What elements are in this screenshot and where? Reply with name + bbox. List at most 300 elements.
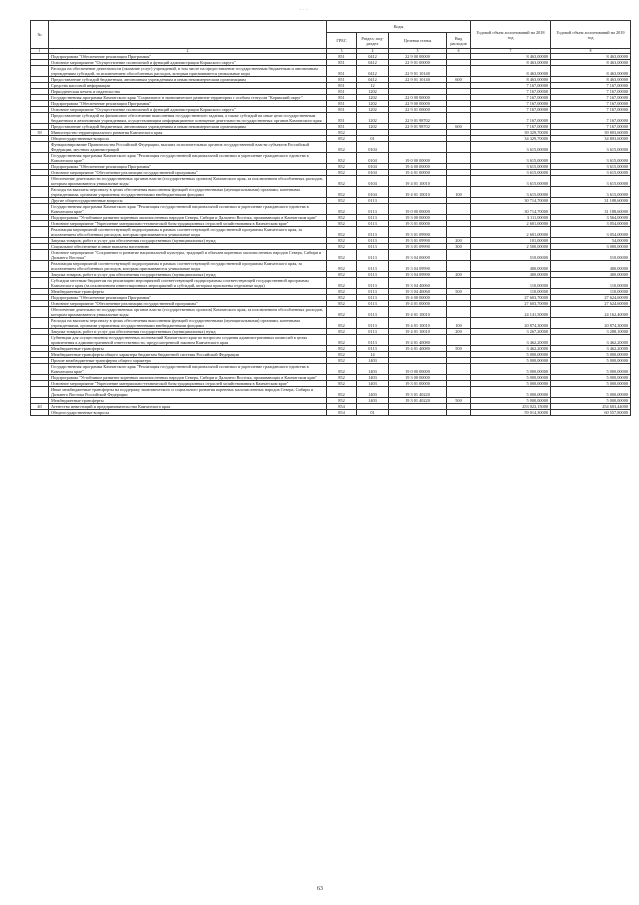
- row-target-article: 19 3 01 40220: [389, 398, 447, 404]
- row-amount-2019: 5 000,00000: [551, 381, 631, 387]
- row-amount-2019: 5 000,00000: [551, 375, 631, 381]
- row-target-article: 19 3 04 00000: [389, 250, 447, 261]
- row-grbs: 852: [327, 318, 357, 329]
- row-grbs: 852: [327, 387, 357, 398]
- row-expense-type: 100: [447, 187, 471, 198]
- row-name: Социальное обеспечение и иные выплаты населению: [49, 244, 327, 250]
- row-amount-2018: 5 000,00000: [471, 352, 551, 358]
- row-razdel: 0104: [357, 176, 389, 187]
- row-name: Субвенции для осуществления государственных полномочий Камчатского края по вопросам создания административных комиссий в целях привлечения к административной ответственности, предусмотренной законом Камчатского края: [49, 335, 327, 346]
- row-razdel: 0113: [357, 250, 389, 261]
- row-amount-2019: 7 167,00000: [551, 83, 631, 89]
- row-name: Предоставление субсидий на финансовое обеспечение выполнения государственного задания, а также субсидий на иные цели государственным бюджетным и автономным учреждениям, осуществляющим информационное освещение деятельности государственных органов Камчатского края: [49, 113, 327, 124]
- row-target-article: [389, 142, 447, 153]
- row-amount-2018: 5 000,00000: [471, 387, 551, 398]
- row-amount-2018: 3 462,20000: [471, 346, 551, 352]
- col-num: 7: [471, 49, 551, 54]
- row-amount-2018: 39 329,70000: [471, 130, 551, 136]
- row-amount-2018: 253 023,15000: [471, 404, 551, 410]
- row-amount-2018: 7 167,00000: [471, 107, 551, 113]
- row-target-article: 19 3 04 09990: [389, 272, 447, 278]
- row-amount-2018: 3 111,00000: [471, 215, 551, 221]
- row-name: Подпрограмма "Обеспечение реализации Программы": [49, 54, 327, 60]
- table-row: [31, 364, 631, 375]
- row-amount-2019: 5 000,00000: [551, 387, 631, 398]
- row-expense-type: 600: [447, 77, 471, 83]
- row-target-article: 22 9 00 00000: [389, 101, 447, 107]
- row-number: [31, 66, 49, 77]
- row-amount-2019: 31 188,60000: [551, 198, 631, 204]
- row-target-article: 19 3 00 00000: [389, 215, 447, 221]
- row-amount-2018: 101,00000: [471, 238, 551, 244]
- row-amount-2018: 8 463,00000: [471, 54, 551, 60]
- row-target-article: 19 3 04 40060: [389, 289, 447, 295]
- row-number: [31, 113, 49, 124]
- table-row: [31, 318, 631, 329]
- col-num: 6: [447, 49, 471, 54]
- row-amount-2019: 8 463,00000: [551, 60, 631, 66]
- row-name: Иные межбюджетные трансферты на поддержку экономического и социального развития коренных малочисленных народов Севера, Сибири и Дальнего Востока Российской Федерации: [49, 387, 327, 398]
- row-amount-2018: 7 167,00000: [471, 83, 551, 89]
- row-expense-type: [447, 204, 471, 215]
- row-razdel: 0113: [357, 289, 389, 295]
- row-amount-2019: 7 167,00000: [551, 101, 631, 107]
- header-cs: Целевая статья: [389, 33, 447, 49]
- row-expense-type: [447, 410, 471, 416]
- table-row: [31, 250, 631, 261]
- row-amount-2019: 31 188,60000: [551, 204, 631, 215]
- row-target-article: 22 9 01 00000: [389, 107, 447, 113]
- row-expense-type: 500: [447, 289, 471, 295]
- row-grbs: 852: [327, 346, 357, 352]
- row-target-article: 19 3 01 40220: [389, 387, 447, 398]
- table-row: [31, 142, 631, 153]
- row-grbs: 851: [327, 89, 357, 95]
- row-razdel: 0113: [357, 221, 389, 227]
- row-name: Расходы на выплаты персоналу в целях обеспечения выполнения функций государственными (муниципальными) органами, казенными учреждениями, органами управления государственными внебюджетными фондами: [49, 318, 327, 329]
- row-expense-type: [447, 250, 471, 261]
- row-target-article: 19 4 01 10010: [389, 318, 447, 329]
- row-expense-type: [447, 335, 471, 346]
- row-target-article: 19 4 01 00000: [389, 170, 447, 176]
- row-expense-type: 100: [447, 318, 471, 329]
- row-razdel: 0113: [357, 301, 389, 307]
- row-name: Министерство территориального развития Камчатского края: [49, 130, 327, 136]
- row-name: Основное мероприятие "Обеспечение реализации государственной программы": [49, 301, 327, 307]
- row-razdel: 0113: [357, 227, 389, 238]
- row-amount-2019: 8 463,00000: [551, 66, 631, 77]
- row-amount-2018: 2 500,00000: [471, 244, 551, 250]
- row-target-article: 19 4 00 00000: [389, 164, 447, 170]
- row-razdel: 0113: [357, 215, 389, 221]
- row-expense-type: [447, 261, 471, 272]
- scan-mark: - · -: [300, 8, 308, 13]
- row-amount-2018: 5 000,00000: [471, 398, 551, 404]
- row-amount-2018: 34 329,70000: [471, 136, 551, 142]
- header-razdel: Раздел, под-раздел: [357, 33, 389, 49]
- row-amount-2019: 8 463,00000: [551, 54, 631, 60]
- row-razdel: 1403: [357, 375, 389, 381]
- row-razdel: 01: [357, 136, 389, 142]
- row-amount-2019: 510,00000: [551, 250, 631, 261]
- row-target-article: 19 4 01 10010: [389, 307, 447, 318]
- col-num: 3: [327, 49, 357, 54]
- row-amount-2019: 8 463,00000: [551, 77, 631, 83]
- row-target-article: 19 4 01 10010: [389, 187, 447, 198]
- row-expense-type: 200: [447, 329, 471, 335]
- row-grbs: 852: [327, 130, 357, 136]
- row-number: [31, 153, 49, 164]
- row-target-article: 22 9 01 98702: [389, 124, 447, 130]
- row-razdel: 0113: [357, 238, 389, 244]
- row-amount-2018: 7 167,00000: [471, 113, 551, 124]
- row-name: Государственная программа Камчатского края "Социальное и экономическое развитие территории с особым статусом "Корякский округ": [49, 95, 327, 101]
- row-amount-2018: 59 014,30000: [471, 410, 551, 416]
- header-year-2018: Годовой объем ассигнований на 2018 год: [471, 21, 551, 49]
- row-name: Подпрограмма "Обеспечение реализации Программы": [49, 164, 327, 170]
- row-amount-2019: 3 615,00000: [551, 164, 631, 170]
- row-grbs: 852: [327, 358, 357, 364]
- row-name: Закупка товаров, работ и услуг для обеспечения государственных (муниципальных) нужд: [49, 272, 327, 278]
- row-amount-2019: 54,00000: [551, 238, 631, 244]
- row-grbs: 852: [327, 136, 357, 142]
- row-grbs: 852: [327, 250, 357, 261]
- row-expense-type: 200: [447, 272, 471, 278]
- row-razdel: 0113: [357, 244, 389, 250]
- col-num: 8: [551, 49, 631, 54]
- row-amount-2019: 3 462,20000: [551, 335, 631, 346]
- row-amount-2018: 30 714,70000: [471, 204, 551, 215]
- header-name: [49, 21, 327, 49]
- row-razdel: 0104: [357, 187, 389, 198]
- row-amount-2019: 400,00000: [551, 272, 631, 278]
- row-grbs: 852: [327, 176, 357, 187]
- row-razdel: 0104: [357, 153, 389, 164]
- row-expense-type: 500: [447, 398, 471, 404]
- row-expense-type: 500: [447, 346, 471, 352]
- table-row: [31, 113, 631, 124]
- row-target-article: 19 3 01 09990: [389, 227, 447, 238]
- row-number: [31, 142, 49, 153]
- row-amount-2019: 7 167,00000: [551, 89, 631, 95]
- row-amount-2018: 5 000,00000: [471, 381, 551, 387]
- row-amount-2018: 30 714,70000: [471, 198, 551, 204]
- row-amount-2018: 510,00000: [471, 250, 551, 261]
- row-number: [31, 410, 49, 416]
- row-grbs: 854: [327, 404, 357, 410]
- table-row: [31, 335, 631, 346]
- row-name: Межбюджетные трансферты: [49, 346, 327, 352]
- row-grbs: 852: [327, 142, 357, 153]
- row-grbs: 852: [327, 398, 357, 404]
- row-razdel: 1202: [357, 95, 389, 101]
- row-expense-type: [447, 227, 471, 238]
- row-amount-2019: 3 615,00000: [551, 176, 631, 187]
- header-grbs: ГРБС: [327, 33, 357, 49]
- row-target-article: 19 4 00 00000: [389, 295, 447, 301]
- row-target-article: 19 4 01 10010: [389, 176, 447, 187]
- row-amount-2018: 7 167,00000: [471, 101, 551, 107]
- row-expense-type: [447, 307, 471, 318]
- row-name: Другие общегосударственные вопросы: [49, 198, 327, 204]
- row-amount-2018: 3 615,00000: [471, 187, 551, 198]
- row-target-article: 19 3 01 00000: [389, 221, 447, 227]
- row-expense-type: 600: [447, 124, 471, 130]
- row-razdel: 0104: [357, 170, 389, 176]
- budget-table: [30, 20, 631, 416]
- row-name: Основное мероприятие "Сохранение и развитие национальной культуры, традиций и обычаев коренных малочисленных народов Севера, Сибири и Дальнего Востока": [49, 250, 327, 261]
- header-vr: Вид расходов: [447, 33, 471, 49]
- row-name: Предоставление субсидий бюджетным, автономным учреждениям и иным некоммерческим организациям: [49, 124, 327, 130]
- page-number: 63: [317, 886, 323, 892]
- row-razdel: 14: [357, 352, 389, 358]
- col-num: 5: [389, 49, 447, 54]
- row-amount-2019: 5 000,00000: [551, 364, 631, 375]
- row-razdel: 0113: [357, 329, 389, 335]
- table-row: [31, 176, 631, 187]
- row-name: Подпрограмма "Устойчивое развитие коренных малочисленных народов Севера, Сибири и Дальнего Востока, проживающих в Камчатском крае": [49, 215, 327, 221]
- row-target-article: 19 4 01 10010: [389, 329, 447, 335]
- row-amount-2019: 3 054,00000: [551, 227, 631, 238]
- row-amount-2019: 3 615,00000: [551, 153, 631, 164]
- row-grbs: 851: [327, 60, 357, 66]
- table-row: [31, 153, 631, 164]
- row-name: Обеспечение деятельности государственных органов власти (государственных органов) Камчатского края, за исключением обособленных расходов, которым присваиваются уникальные коды: [49, 307, 327, 318]
- row-name: Государственная программа Камчатского края "Реализация государственной национальной политики и укрепление гражданского единства в Камчатском крае": [49, 153, 327, 164]
- row-amount-2019: 3 462,20000: [551, 346, 631, 352]
- row-amount-2019: 3 564,00000: [551, 215, 631, 221]
- row-grbs: 852: [327, 295, 357, 301]
- row-target-article: 19 3 04 09990: [389, 261, 447, 272]
- row-amount-2019: 27 624,60000: [551, 301, 631, 307]
- row-name: Основное мероприятие "Осуществление полномочий и функций администрации Корякского округа": [49, 60, 327, 66]
- row-grbs: 852: [327, 375, 357, 381]
- row-target-article: 19 0 00 00000: [389, 204, 447, 215]
- row-amount-2018: 5 000,00000: [471, 375, 551, 381]
- budget-page: [30, 20, 630, 416]
- row-razdel: 0113: [357, 261, 389, 272]
- row-razdel: 1202: [357, 101, 389, 107]
- row-amount-2019: 3 288,10000: [551, 329, 631, 335]
- row-amount-2019: 7 167,00000: [551, 113, 631, 124]
- row-amount-2018: 8 463,00000: [471, 66, 551, 77]
- row-grbs: 852: [327, 221, 357, 227]
- row-expense-type: [447, 176, 471, 187]
- row-name: Агентство инвестиций и предпринимательства Камчатского края: [49, 404, 327, 410]
- row-number: [31, 261, 49, 272]
- row-amount-2019: 7 167,00000: [551, 124, 631, 130]
- row-grbs: 852: [327, 335, 357, 346]
- row-amount-2019: 400,00000: [551, 261, 631, 272]
- row-grbs: 852: [327, 238, 357, 244]
- row-target-article: [389, 410, 447, 416]
- row-amount-2018: 3 615,00000: [471, 142, 551, 153]
- row-target-article: 19 4 01 00000: [389, 301, 447, 307]
- row-amount-2018: 20 874,30000: [471, 318, 551, 329]
- row-amount-2019: 34 803,60000: [551, 136, 631, 142]
- row-razdel: 0113: [357, 307, 389, 318]
- row-amount-2018: 7 167,00000: [471, 95, 551, 101]
- row-number: [31, 307, 49, 318]
- row-razdel: 12: [357, 83, 389, 89]
- row-target-article: 19 4 01 40080: [389, 346, 447, 352]
- row-grbs: 851: [327, 54, 357, 60]
- row-amount-2018: 7 167,00000: [471, 124, 551, 130]
- row-amount-2019: 3 615,00000: [551, 142, 631, 153]
- row-grbs: 852: [327, 272, 357, 278]
- row-number: [31, 176, 49, 187]
- row-grbs: 852: [327, 164, 357, 170]
- header-no: №: [31, 21, 49, 49]
- row-amount-2019: 254 603,44000: [551, 404, 631, 410]
- row-razdel: 0412: [357, 66, 389, 77]
- row-name: Основное мероприятие "Обеспечение реализации государственной программы": [49, 170, 327, 176]
- row-grbs: 852: [327, 187, 357, 198]
- row-name: Основное мероприятие "Укрепление материально-технической базы традиционных отраслей хозяйствования в Камчатском крае": [49, 221, 327, 227]
- table-row: [31, 66, 631, 77]
- row-name: Периодическая печать и издательства: [49, 89, 327, 95]
- row-amount-2018: 400,00000: [471, 261, 551, 272]
- row-amount-2019: 110,00000: [551, 278, 631, 289]
- row-number: [31, 318, 49, 329]
- row-amount-2019: 27 624,60000: [551, 295, 631, 301]
- row-target-article: 22 9 01 10140: [389, 66, 447, 77]
- col-num: 1: [31, 49, 49, 54]
- header-codes: Коды: [327, 21, 471, 33]
- row-amount-2019: 3 054,00000: [551, 221, 631, 227]
- row-expense-type: [447, 66, 471, 77]
- row-name: Общегосударственные вопросы: [49, 136, 327, 142]
- row-amount-2019: 5 000,00000: [551, 352, 631, 358]
- row-name: Прочие межбюджетные трансферты общего характера: [49, 358, 327, 364]
- row-number: [31, 204, 49, 215]
- row-expense-type: [447, 387, 471, 398]
- row-grbs: 852: [327, 307, 357, 318]
- row-target-article: 19 3 04 40060: [389, 278, 447, 289]
- row-name: Реализация мероприятий соответствующей подпрограммы в рамках соответствующей государственной программы Камчатского края, за исключением обособленных расходов, которым присваиваются уникальные коды: [49, 261, 327, 272]
- row-number: [31, 187, 49, 198]
- row-number: [31, 387, 49, 398]
- row-grbs: 852: [327, 244, 357, 250]
- row-amount-2019: 7 167,00000: [551, 107, 631, 113]
- row-grbs: 851: [327, 124, 357, 130]
- row-razdel: 1403: [357, 381, 389, 387]
- row-razdel: 0412: [357, 60, 389, 66]
- row-target-article: 19 3 01 00000: [389, 381, 447, 387]
- row-amount-2018: 3 615,00000: [471, 153, 551, 164]
- row-name: Расходы на обеспечение деятельности (оказание услуг) учреждений, в том числе на предоставление государственным бюджетным и автономным учреждениям субсидий, за исключением обособленных расходов, которым присваиваются уникальные коды: [49, 66, 327, 77]
- row-name: Субсидии местным бюджетам на реализацию мероприятий соответствующей подпрограммы соответствующей государственной программы Камчатского края (за исключением инвестиционных мероприятий и субсидий, которым присвоены отдельные коды): [49, 278, 327, 289]
- table-row: [31, 227, 631, 238]
- row-expense-type: 300: [447, 244, 471, 250]
- row-razdel: 1202: [357, 89, 389, 95]
- row-name: Межбюджетные трансферты общего характера бюджетам бюджетной системы Российской Федерации: [49, 352, 327, 358]
- row-amount-2019: 39 803,60000: [551, 130, 631, 136]
- row-grbs: 851: [327, 101, 357, 107]
- row-grbs: 852: [327, 261, 357, 272]
- row-amount-2018: 3 267,20000: [471, 329, 551, 335]
- row-target-article: 22 9 00 00000: [389, 54, 447, 60]
- row-amount-2019: 5 000,00000: [551, 398, 631, 404]
- row-razdel: 0113: [357, 318, 389, 329]
- row-grbs: 851: [327, 83, 357, 89]
- row-expense-type: [447, 142, 471, 153]
- row-target-article: 19 3 01 09990: [389, 238, 447, 244]
- row-amount-2018: 5 000,00000: [471, 358, 551, 364]
- row-name: Государственная программа Камчатского края "Реализация государственной национальной политики и укрепление гражданского единства в Камчатском крае": [49, 364, 327, 375]
- row-name: Подпрограмма "Обеспечение реализации Программы": [49, 101, 327, 107]
- row-grbs: 851: [327, 107, 357, 113]
- row-number: [31, 227, 49, 238]
- row-grbs: 852: [327, 329, 357, 335]
- row-number: [31, 250, 49, 261]
- row-name: Средства массовой информации: [49, 83, 327, 89]
- row-razdel: 1202: [357, 107, 389, 113]
- row-grbs: 851: [327, 95, 357, 101]
- row-razdel: 0113: [357, 204, 389, 215]
- row-razdel: 0113: [357, 272, 389, 278]
- row-name: Реализация мероприятий соответствующей подпрограммы в рамках соответствующей государственной программы Камчатского края, за исключением обособленных расходов, которым присваиваются уникальные коды: [49, 227, 327, 238]
- row-razdel: 1202: [357, 113, 389, 124]
- row-target-article: 19 3 00 00000: [389, 375, 447, 381]
- row-amount-2018: 8 463,00000: [471, 60, 551, 66]
- row-amount-2019: 60 557,80000: [551, 410, 631, 416]
- row-amount-2018: 110,00000: [471, 278, 551, 289]
- row-razdel: 0113: [357, 335, 389, 346]
- row-razdel: 0104: [357, 142, 389, 153]
- row-name: Межбюджетные трансферты: [49, 289, 327, 295]
- row-grbs: 852: [327, 301, 357, 307]
- table-row: [31, 261, 631, 272]
- row-razdel: 0113: [357, 295, 389, 301]
- row-target-article: 19 0 00 00000: [389, 364, 447, 375]
- row-number: [31, 364, 49, 375]
- row-razdel: 01: [357, 410, 389, 416]
- row-target-article: 22 9 01 10140: [389, 77, 447, 83]
- row-grbs: 852: [327, 381, 357, 387]
- row-razdel: 0113: [357, 198, 389, 204]
- row-expense-type: [447, 113, 471, 124]
- row-expense-type: [447, 364, 471, 375]
- row-amount-2019: 3 000,00000: [551, 244, 631, 250]
- row-amount-2018: 7 167,00000: [471, 89, 551, 95]
- table-row: [31, 307, 631, 318]
- row-amount-2019: 110,00000: [551, 289, 631, 295]
- row-razdel: 0113: [357, 278, 389, 289]
- row-target-article: 22 0 00 00000: [389, 95, 447, 101]
- row-amount-2019: 5 000,00000: [551, 358, 631, 364]
- row-amount-2019: 20 874,30000: [551, 318, 631, 329]
- row-grbs: 854: [327, 410, 357, 416]
- row-razdel: 0113: [357, 346, 389, 352]
- row-amount-2018: 5 000,00000: [471, 364, 551, 375]
- table-row: [31, 187, 631, 198]
- row-amount-2018: 400,00000: [471, 272, 551, 278]
- row-name: Предоставление субсидий бюджетным, автономным учреждениям и иным некоммерческим организациям: [49, 77, 327, 83]
- row-grbs: 852: [327, 204, 357, 215]
- row-name: Закупка товаров, работ и услуг для обеспечения государственных (муниципальных) нужд: [49, 238, 327, 244]
- row-number: [31, 335, 49, 346]
- row-amount-2019: 7 167,00000: [551, 95, 631, 101]
- row-number: 40: [31, 404, 49, 410]
- row-amount-2019: 24 162,40000: [551, 307, 631, 318]
- row-grbs: 852: [327, 352, 357, 358]
- row-razdel: 1403: [357, 398, 389, 404]
- row-name: Закупка товаров, работ и услуг для обеспечения государственных (муниципальных) нужд: [49, 329, 327, 335]
- row-name: Межбюджетные трансферты: [49, 398, 327, 404]
- row-razdel: 0104: [357, 164, 389, 170]
- row-name: Основное мероприятие "Укрепление материально-технической базы традиционных отраслей хозяйствования в Камчатском крае": [49, 381, 327, 387]
